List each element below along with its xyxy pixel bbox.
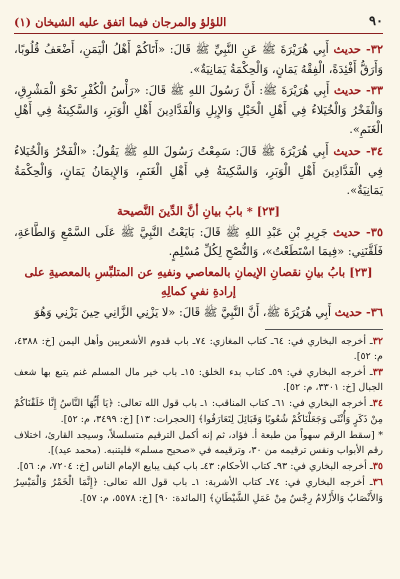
running-title: اللؤلؤ والمرجان فيما اتفق عليه الشيخان (١)	[14, 15, 227, 29]
hadith-36: ٣٦- حديث أَبِي هُرَيْرَةَ ﷺ، أَنَّ النَّبِيَّ ﷺ قَالَ: «لا يَزْنِي الزَّانِي حِينَ يَزْنِي وَهُوَ	[34, 304, 383, 319]
footnote-34: ٣٤ـ أخرجه البخاري في: ٦١ـ كتاب المناقب: ١ـ باب قول الله تعالى: ﴿يَا أَيُّهَا النَّاسُ إِنَّا خَلَقْنَاكُمْ مِنْ ذَكَرٍ وَأُنْثَى وَجَعَلْنَاكُمْ شُعُوبًا وَقَبَائِلَ لِتَعَارَفُوا﴾ [الحجرات: ١٣] [خ: ٣٤٩٩، م: ٥٢].	[14, 398, 383, 425]
footnote-36: ٣٦ـ أخرجه البخاري في: ٧٤ـ كتاب الأشربة: ١ـ باب قول الله تعالى: ﴿إِنَّمَا الْخَمْرُ وَالْمَيْسِرُ وَالأَنْصَابُ وَالأَزْلامُ رِجْسٌ مِنْ عَمَلِ الشَّيْطَانِ﴾ [المائدة: ٩٠] [خ: ٥٥٧٨، م: ٥٧].	[14, 477, 383, 504]
running-header	[14, 0, 383, 34]
chapter-heading-nasiha: [٢٣] * بابُ بيانِ أنَّ الدِّينَ النَّصيحة	[117, 203, 280, 218]
hadith-label: حديث	[333, 224, 361, 239]
footnote-32: ٣٢ـ أخرجه البخاري في: ٦٤ـ كتاب المغازي: ٧٤ـ باب قدوم الأشعريين وأهل اليمن [خ: ٤٣٨٨، م: ٥٢].	[14, 335, 383, 362]
footnote-text: أخرجه البخاري في: ٦١ـ كتاب المناقب: ١ـ باب قول الله تعالى: ﴿يَا أَيُّهَا النَّاسُ إِنَّا خَلَقْنَاكُمْ مِنْ ذَكَرٍ وَأُنْثَى وَجَعَلْنَاكُمْ شُعُوبًا وَقَبَائِلَ لِتَعَارَفُوا﴾ [الحجرات: ١٣] [خ: ٣٤٩٩، م: ٥٢].	[14, 398, 383, 425]
footnote-number: ٣٥	[372, 461, 383, 473]
footnote-text: أخرجه البخاري في: ٦٤ـ كتاب المغازي: ٧٤ـ باب قدوم الأشعريين وأهل اليمن [خ: ٤٣٨٨، م: ٥٢].	[14, 335, 383, 362]
footnote-number: ٣٣	[372, 366, 383, 378]
footnote-text: أخرجه البخاري في: ٥٩ـ كتاب بدء الخلق: ١٥ـ باب خير مال المسلم غنم يتبع بها شعف الجبال [خ: ٣٣٠١، م: ٥٢].	[14, 366, 383, 394]
hadith-label: حديث	[333, 83, 362, 98]
hadith-label: حديث	[334, 304, 363, 319]
hadith-number: ٣٣	[370, 83, 384, 98]
footnote-text: * [سقط الرقم سهواً من طبعة أ. فؤاد، ثم إنه أكمل الترقيم متسلسلاً، وسيجد القارئ، اختلاف رقم الأبواب ونفس ترقيمه من ٣٠، وترقيمه في «صحيح مسلم» فليتنبه. (محمد عيد)].	[14, 429, 383, 456]
hadith-number: ٣٦	[370, 304, 383, 319]
hadith-number: ٣٤	[370, 143, 383, 158]
hadith-35: ٣٥- حديث جَرِيرِ بْنِ عَبْدِ اللهِ ﷺ قَالَ: بَايَعْتُ النَّبِيَّ ﷺ عَلَى السَّمْعِ وَالطَّاعَةِ، فَلَقَّنَنِي: «فِيمَا اسْتَطَعْتُ»، وَالنُّصْحِ لِكُلِّ مُسْلِمٍ.	[14, 224, 383, 259]
hadith-text: أَبِي هُرَيْرَةَ ﷺ، أَنَّ النَّبِيَّ ﷺ قَالَ: «لا يَزْنِي الزَّانِي حِينَ يَزْنِي وَهُوَ	[34, 304, 332, 319]
hadith-33: ٣٣- حديث أَبِي هُرَيْرَةَ ﷺ: أَنَّ رَسُولَ اللهِ ﷺ قَالَ: «رَأْسُ الْكُفْرِ نَحْوَ الْمَشْرِقِ، وَالْفَخْرُ وَالْخُيَلاءُ فِي أَهْلِ الْخَيْلِ وَالإِبِلِ وَالْفَدَّادِينَ أَهْلِ الْوَبَرِ، وَالسَّكِينَةُ فِي أَهْلِ الْغَنَمِ».	[14, 83, 384, 137]
footnote-35: ٣٥ـ أخرجه البخاري في: ٩٣ـ كتاب الأحكام: ٤٣ـ باب كيف يبايع الإمام الناس [خ: ٧٢٠٤، م: ٥٦].	[16, 461, 383, 473]
footnote-text: أخرجه البخاري في: ٩٣ـ كتاب الأحكام: ٤٣ـ باب كيف يبايع الإمام الناس [خ: ٧٢٠٤، م: ٥٦].	[16, 461, 367, 473]
footnote-33: ٣٣ـ أخرجه البخاري في: ٥٩ـ كتاب بدء الخلق: ١٥ـ باب خير مال المسلم غنم يتبع بها شعف الجبال [خ: ٣٣٠١، م: ٥٢].	[14, 366, 383, 394]
footnote-text: أخرجه البخاري في: ٧٤ـ كتاب الأشربة: ١ـ باب قول الله تعالى: ﴿إِنَّمَا الْخَمْرُ وَالْمَيْسِرُ وَالأَنْصَابُ وَالأَزْلامُ رِجْسٌ مِنْ عَمَلِ الشَّيْطَانِ﴾ [المائدة: ٩٠] [خ: ٥٥٧٨، م: ٥٧].	[14, 477, 383, 504]
hadith-text: أَبِي هُرَيْرَةَ ﷺ عَنِ النَّبِيِّ ﷺ قَالَ: «أَتَاكُمْ أَهْلُ الْيَمَنِ، أَضْعَفُ قُلُوبًا، وَأَرَقُّ أَفْئِدَةً، الْفِقْهُ يَمَانٍ، وَالْحِكْمَةُ يَمَانِيَةٌ».	[14, 42, 383, 76]
hadith-34: ٣٤- حديث أَبِي هُرَيْرَةَ ﷺ قَالَ: سَمِعْتُ رَسُولَ اللهِ ﷺ يَقُولُ: «الْفَخْرُ وَالْخُيَلاءُ فِي الْفَدَّادِينَ أَهْلِ الْوَبَرِ، وَالسَّكِينَةُ فِي أَهْلِ الْغَنَمِ، وَالإِيمَانُ يَمَانٍ، وَالْحِكْمَةُ يَمَانِيَةٌ».	[14, 143, 383, 198]
footnote-divider	[265, 329, 383, 330]
footnote-number: ٣٦	[372, 477, 383, 489]
page-number: ٩٠	[369, 14, 383, 29]
hadith-text: أَبِي هُرَيْرَةَ ﷺ: أَنَّ رَسُولَ اللهِ ﷺ قَالَ: «رَأْسُ الْكُفْرِ نَحْوَ الْمَشْرِقِ، وَالْفَخْرُ وَالْخُيَلاءُ فِي أَهْلِ الْخَيْلِ وَالإِبِلِ وَالْفَدَّادِينَ أَهْلِ الْوَبَرِ، وَالسَّكِينَةُ فِي أَهْلِ الْغَنَمِ».	[14, 83, 383, 137]
hadith-number: ٣٢	[370, 42, 383, 56]
main-text	[14, 34, 383, 323]
footnote-note	[14, 428, 383, 458]
hadith-text: جَرِيرِ بْنِ عَبْدِ اللهِ ﷺ قَالَ: بَايَعْتُ النَّبِيَّ ﷺ عَلَى السَّمْعِ وَالطَّاعَةِ، فَلَقَّنَنِي: «فِيمَا اسْتَطَعْتُ»، وَالنُّصْحِ لِكُلِّ مُسْلِمٍ.	[14, 224, 383, 259]
hadith-label: حديث	[333, 143, 361, 158]
chapter-heading-iman: [٢٣] بابُ بيانِ نقصانِ الإيمانِ بالمعاصي ونفيهِ عن المتلبِّسِ بالمعصيةِ على إرادةِ نفيِ كمالِهِ	[24, 264, 373, 298]
hadith-32: ٣٢- حديث أَبِي هُرَيْرَةَ ﷺ عَنِ النَّبِيِّ ﷺ قَالَ: «أَتَاكُمْ أَهْلُ الْيَمَنِ، أَضْعَفُ قُلُوبًا، وَأَرَقُّ أَفْئِدَةً، الْفِقْهُ يَمَانٍ، وَالْحِكْمَةُ يَمَانِيَةٌ».	[14, 42, 383, 76]
hadith-text: أَبِي هُرَيْرَةَ ﷺ قَالَ: سَمِعْتُ رَسُولَ اللهِ ﷺ يَقُولُ: «الْفَخْرُ وَالْخُيَلاءُ فِي الْفَدَّادِينَ أَهْلِ الْوَبَرِ، وَالسَّكِينَةُ فِي أَهْلِ الْغَنَمِ، وَالإِيمَانُ يَمَانٍ، وَالْحِكْمَةُ يَمَانِيَةٌ».	[14, 143, 383, 198]
hadith-label: حديث	[333, 42, 361, 56]
footnote-number: ٣٢	[372, 335, 383, 347]
footnote-number: ٣٤	[372, 398, 383, 410]
hadith-number: ٣٥	[370, 224, 383, 239]
footnotes	[14, 334, 383, 506]
